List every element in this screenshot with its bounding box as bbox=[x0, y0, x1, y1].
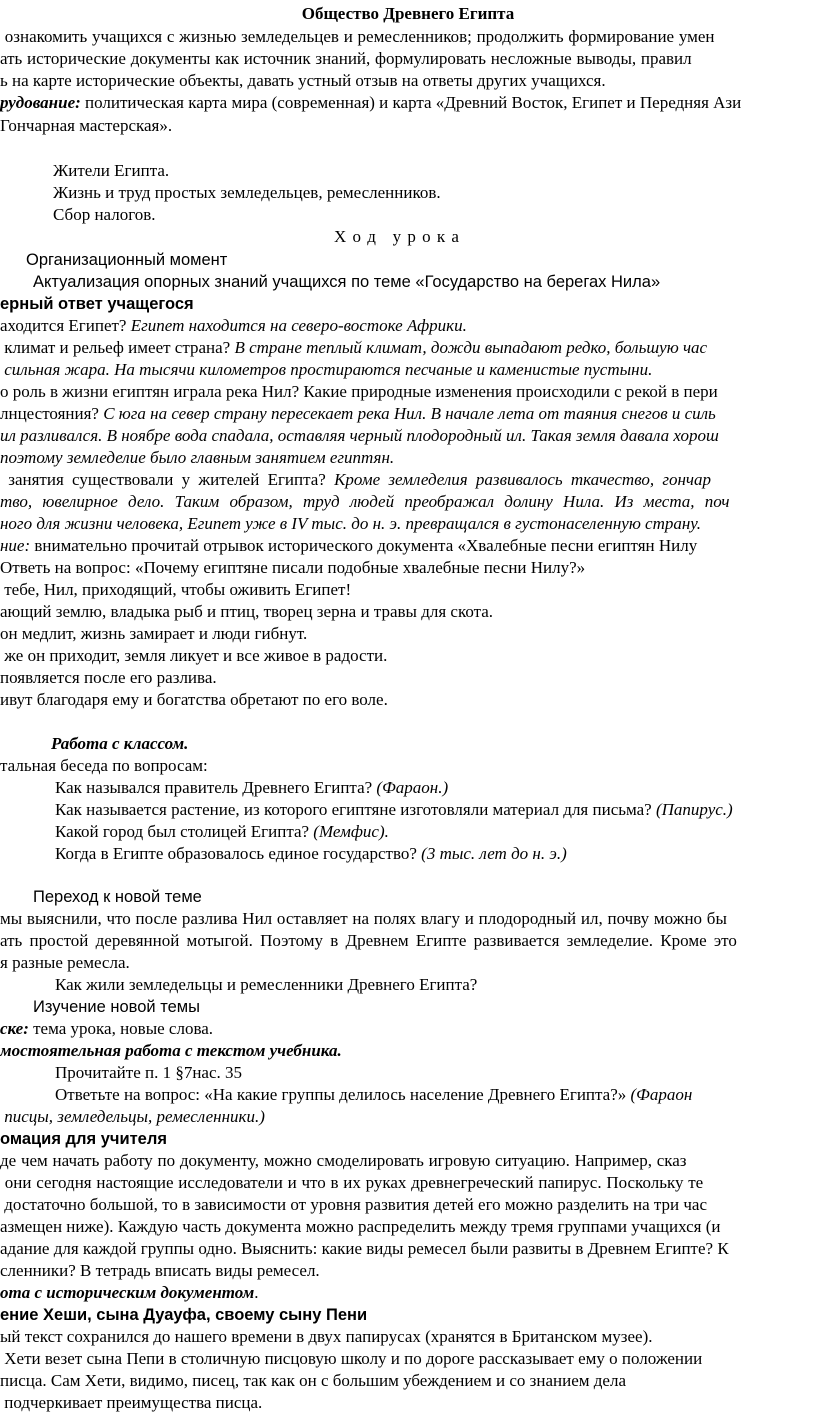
qa-line-10: ного для жизни человека, Египет уже в IV тыс. до н. э. превращался в густонаселенную страну. bbox=[0, 514, 702, 533]
hymn-line: он медлит, жизнь замирает и люди гибнут. bbox=[0, 624, 308, 643]
transition-line-1: мы выяснили, что после разлива Нил оставляет на полях влагу и плодородный ил, почву можно бы bbox=[0, 909, 727, 928]
plan-item: Сбор налогов. bbox=[53, 205, 156, 224]
answer: Египет находится на северо-востоке Африки. bbox=[130, 316, 467, 335]
answer: В стране теплый климат, дожди выпадают редко, большую час bbox=[234, 338, 708, 357]
doc-line: писца. Сам Хети, видимо, писец, так как он с большим убеждением и со знанием дела bbox=[0, 1371, 627, 1390]
qa-line-4: о роль в жизни египтян играла река Нил? Какие природные изменения происходили с рекой в пери bbox=[0, 382, 718, 401]
goals-line-1: ознакомить учащихся с жизнью земледельцев и ремесленников; продолжить формирование умен bbox=[0, 27, 715, 46]
goals-line-3: ь на карте исторические объекты, давать устный отзыв на ответы других учащихся. bbox=[0, 71, 606, 90]
plan-item: Жизнь и труд простых земледельцев, ремесленников. bbox=[53, 183, 441, 202]
equipment-line-2: Гончарная мастерская». bbox=[0, 116, 173, 135]
task-label: ние: bbox=[0, 536, 31, 555]
doc-work-dot: . bbox=[254, 1283, 259, 1302]
qa-line-6: ил разливался. В ноябре вода спадала, оставляя черный плодородный ил. Такая земля давала хорош bbox=[0, 426, 719, 445]
doc-line: ый текст сохранился до нашего времени в двух папирусах (хранятся в Британском музее). bbox=[0, 1327, 653, 1346]
question: Когда в Египте образовалось единое государство? bbox=[55, 844, 422, 863]
doc-line: подчеркивает преимущества писца. bbox=[0, 1393, 263, 1412]
section-new-topic: Изучение новой темы bbox=[33, 998, 200, 1016]
plan-item: Жители Египта. bbox=[53, 161, 170, 180]
hymn-line: появляется после его разлива. bbox=[0, 668, 217, 687]
equipment-text: политическая карта мира (современная) и карта «Древний Восток, Египет и Передняя Ази bbox=[80, 93, 742, 112]
task-text: внимательно прочитай отрывок исторического документа «Хвалебные песни египтян Нилу bbox=[30, 536, 698, 555]
doc-work-heading: ота с историческим документом bbox=[0, 1283, 255, 1302]
read-task: Прочитайте п. 1 §7нас. 35 bbox=[55, 1063, 243, 1082]
page-title: Общество Древнего Египта bbox=[301, 4, 515, 23]
doc-title: ение Хеши, сына Дуауфа, своему сыну Пени bbox=[0, 1306, 368, 1324]
board-line bbox=[0, 1018, 213, 1040]
answer: С юга на север страну пересекает река Нил. В начале лета от таяния снегов и силь bbox=[103, 404, 716, 423]
class-question bbox=[55, 777, 448, 799]
qa-line-5 bbox=[0, 403, 716, 425]
question: Ответьте на вопрос: «На какие группы делилось население Древнего Египта?» bbox=[55, 1085, 631, 1104]
hymn-line: тебе, Нил, приходящий, чтобы оживить Египет! bbox=[0, 580, 352, 599]
answer: (3 тыс. лет до н. э.) bbox=[421, 844, 567, 863]
teacher-info-line: де чем начать работу по документу, можно смоделировать игровую ситуацию. Например, сказ bbox=[0, 1151, 687, 1170]
transition-question: Как жили земледельцы и ремесленники Древнего Египта? bbox=[55, 975, 478, 994]
hymn-line: ивут благодаря ему и богатства обретают по его воле. bbox=[0, 690, 388, 709]
question: климат и рельеф имеет страна? bbox=[0, 338, 235, 357]
qa-line-7: поэтому земледелие было главным занятием египтян. bbox=[0, 448, 395, 467]
teacher-info-line: адание для каждой группы одно. Выяснить: какие виды ремесел были развиты в Древнем Египте? К bbox=[0, 1239, 729, 1258]
board-text: тема урока, новые слова. bbox=[28, 1019, 214, 1038]
question: аходится Египет? bbox=[0, 316, 131, 335]
transition-line-3: я разные ремесла. bbox=[0, 953, 130, 972]
qa-line-1 bbox=[0, 315, 467, 337]
question: Как назывался правитель Древнего Египта? bbox=[55, 778, 377, 797]
teacher-info-line: азмещен ниже). Каждую часть документа можно распределить между тремя группами учащихся (и bbox=[0, 1217, 721, 1236]
section-transition: Переход к новой теме bbox=[33, 888, 202, 906]
answer: (Папирус.) bbox=[655, 800, 733, 819]
answer: (Мемфис). bbox=[313, 822, 389, 841]
teacher-info-heading: омация для учителя bbox=[0, 1130, 167, 1148]
section-actualization: Актуализация опорных знаний учащихся по теме «Государство на берегах Нила» bbox=[33, 273, 661, 291]
task-line-1 bbox=[0, 535, 697, 557]
teacher-info-line: они сегодня настоящие исследователи и что в их руках древнегреческий папирус. Поскольку те bbox=[0, 1173, 704, 1192]
hymn-line: ающий землю, владыка рыб и птиц, творец зерна и травы для скота. bbox=[0, 602, 494, 621]
self-work-heading: мостоятельная работа с текстом учебника. bbox=[0, 1041, 342, 1060]
qa-line-8 bbox=[0, 469, 711, 491]
model-answer-heading: ерный ответ учащегося bbox=[0, 295, 194, 313]
answer: Кроме земледелия развивалось ткачество, гончар bbox=[334, 470, 712, 489]
equipment-label: рудование: bbox=[0, 93, 81, 112]
equipment-line-1 bbox=[0, 92, 741, 114]
transition-line-2: ать простой деревянной мотыгой. Поэтому в Древнем Египте развивается земледелие. Кроме это bbox=[0, 931, 737, 950]
question: лнцестояния? bbox=[0, 404, 104, 423]
answer: (Фараон bbox=[630, 1085, 693, 1104]
task-line-2: Ответь на вопрос: «Почему египтяне писали подобные хвалебные песни Нилу?» bbox=[0, 558, 586, 577]
question: занятия существовали у жителей Египта? bbox=[0, 470, 335, 489]
answer: (Фараон.) bbox=[376, 778, 449, 797]
teacher-info-line: сленники? В тетрадь вписать виды ремесел. bbox=[0, 1261, 320, 1280]
class-question bbox=[55, 843, 567, 865]
goals-line-2: ать исторические документы как источник знаний, формулировать несложные выводы, правил bbox=[0, 49, 692, 68]
doc-line: Хети везет сына Пепи в столичную писцовую школу и по дороге рассказывает ему о положении bbox=[0, 1349, 703, 1368]
question: Как называется растение, из которого египтяне изготовляли материал для письма? bbox=[55, 800, 656, 819]
class-work-heading: Работа с классом. bbox=[51, 734, 189, 753]
class-work-intro: тальная беседа по вопросам: bbox=[0, 756, 208, 775]
class-question bbox=[55, 821, 389, 843]
qa-line-2 bbox=[0, 337, 707, 359]
board-label: ске: bbox=[0, 1019, 29, 1038]
doc-work-heading-line bbox=[0, 1282, 259, 1304]
question: Какой город был столицей Египта? bbox=[55, 822, 314, 841]
hymn-line: же он приходит, земля ликует и все живое в радости. bbox=[0, 646, 388, 665]
qa-line-9: тво, ювелирное дело. Таким образом, труд людей преображал долину Нила. Из места, поч bbox=[0, 492, 730, 511]
qa-line-3: сильная жара. На тысячи километров простираются песчаные и каменистые пустыни. bbox=[0, 360, 653, 379]
teacher-info-line: достаточно большой, то в зависимости от уровня развития детей его можно разделить на три час bbox=[0, 1195, 707, 1214]
course-heading: Х о д у р о к а bbox=[334, 227, 460, 246]
answer-task bbox=[55, 1084, 692, 1106]
answer-task-cont: писцы, земледельцы, ремесленники.) bbox=[0, 1107, 265, 1126]
class-question bbox=[55, 799, 733, 821]
section-org-moment: Организационный момент bbox=[26, 251, 228, 269]
